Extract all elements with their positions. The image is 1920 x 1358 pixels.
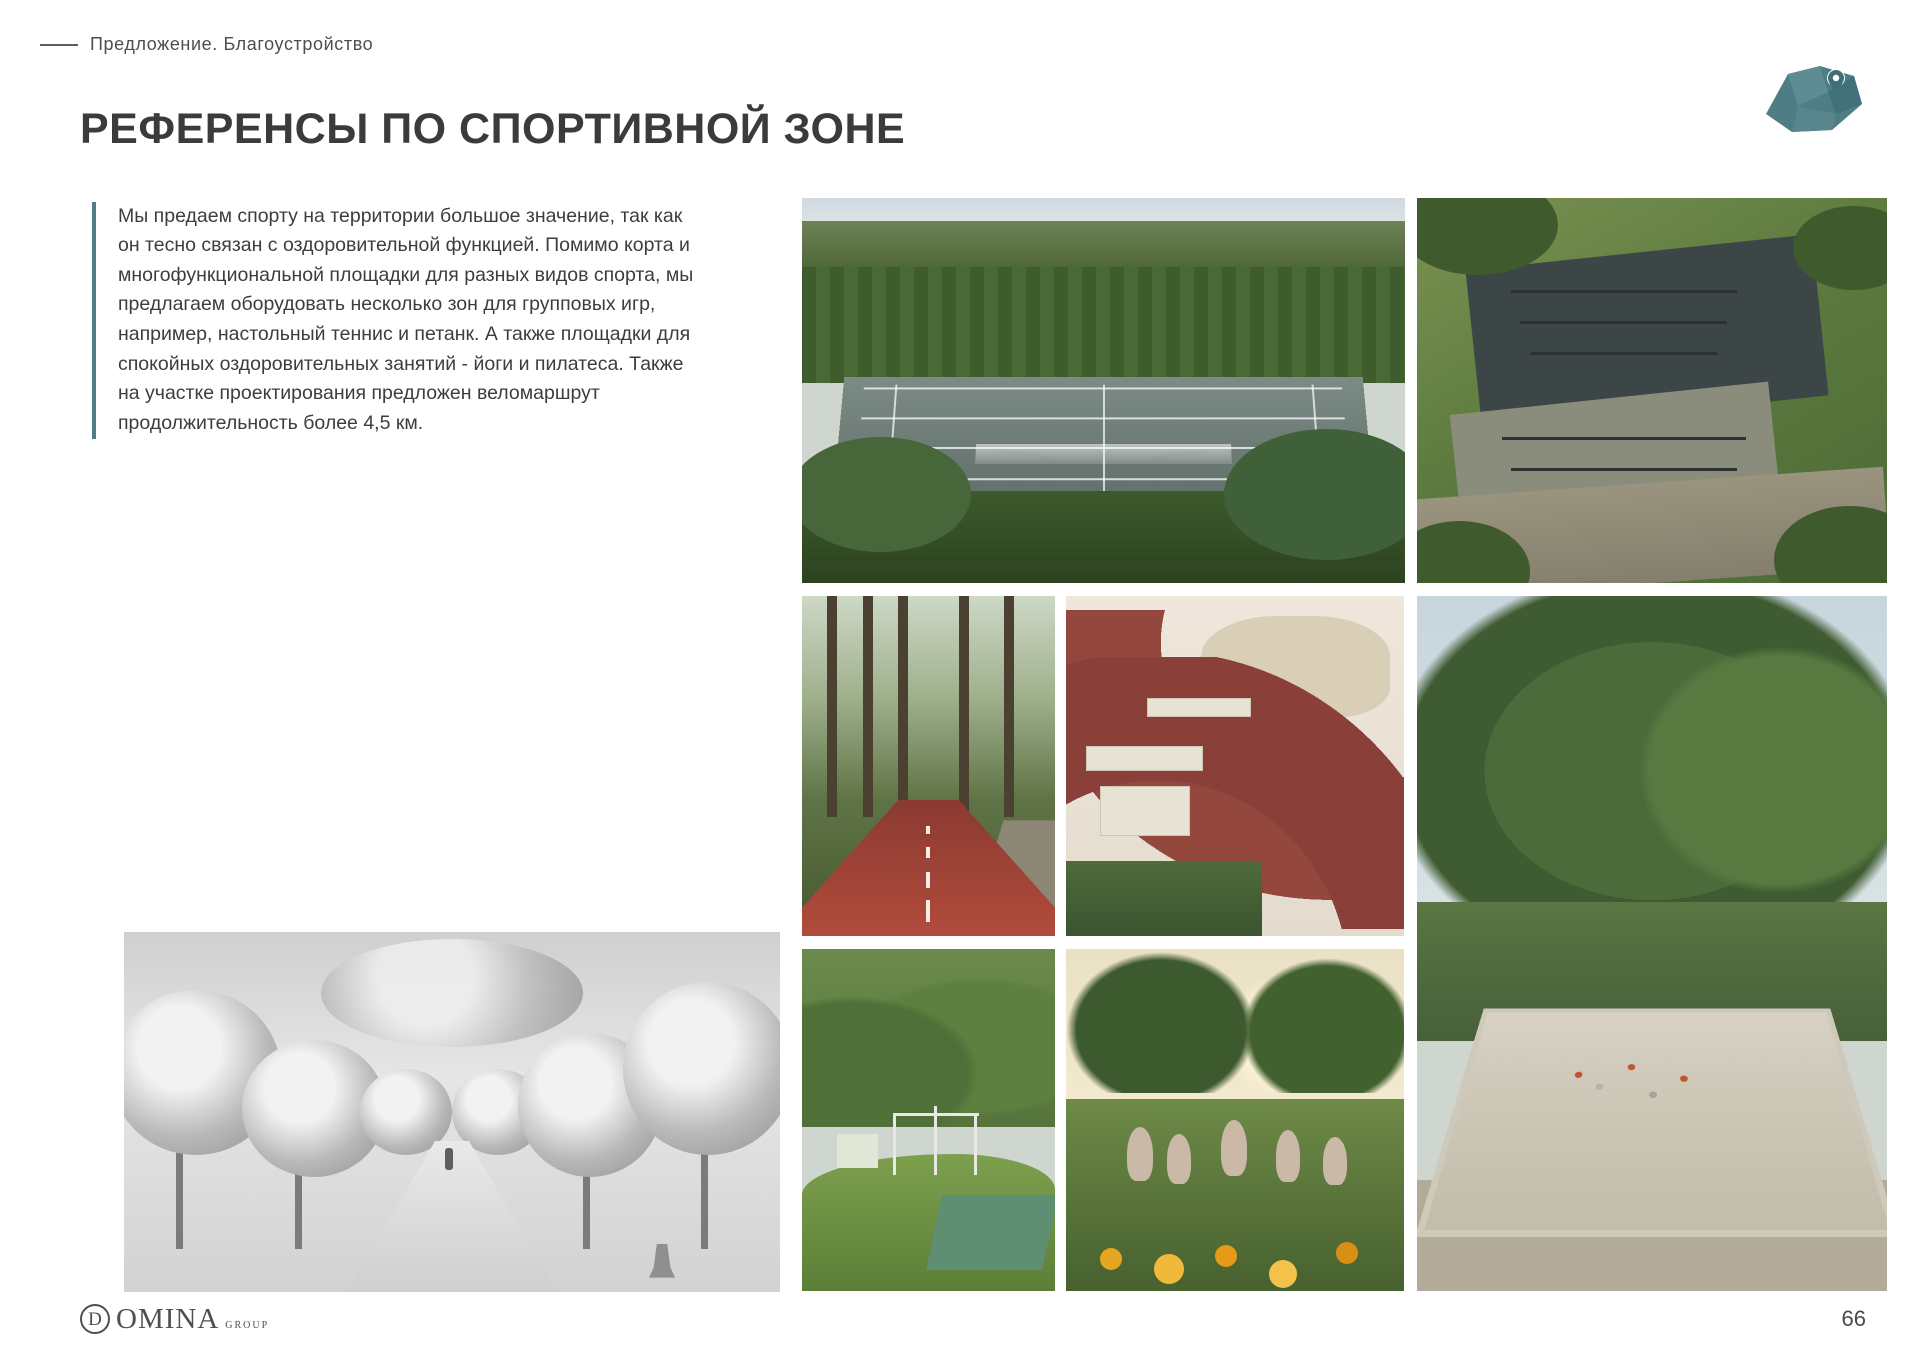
photo-park-playground xyxy=(802,949,1055,1291)
breadcrumb xyxy=(40,34,373,55)
intro-paragraph: Мы предаем спорту на территории большое значение, так как он тесно связан с оздоровительной функцией. Помимо корта и многофункциональной площадки для разных видов спорта, мы предлагаем оборудовать несколько зон для групповых игр, например, настольный теннис и петанк. А также площадки для спокойных оздоровительных занятий - йоги и пилатеса. Также на участке проектирования предложен веломаршрут продолжительность более 4,5 км. xyxy=(92,202,708,439)
photo-yoga-meadow xyxy=(1066,949,1404,1291)
photo-bike-lane-forest xyxy=(802,596,1055,936)
site-location-map-icon xyxy=(1758,58,1868,138)
photo-running-track-render xyxy=(1066,596,1404,936)
photo-aerial-fitness-area xyxy=(1417,198,1887,583)
page-number: 66 xyxy=(1841,1306,1866,1331)
page-title: РЕФЕРЕНСЫ ПО СПОРТИВНОЙ ЗОНЕ xyxy=(80,104,906,153)
breadcrumb-rule xyxy=(40,44,78,46)
brand-logo xyxy=(80,1303,269,1336)
logo-mark: D xyxy=(80,1304,110,1334)
photo-historic-alley-bw xyxy=(124,932,780,1292)
logo-subtitle: GROUP xyxy=(225,1320,270,1331)
breadcrumb-label: Предложение. Благоустройство xyxy=(90,34,374,54)
photo-petanque-court-oak xyxy=(1417,596,1887,1291)
photo-tennis-court xyxy=(802,198,1405,583)
logo-wordmark: OMINA xyxy=(116,1303,220,1335)
